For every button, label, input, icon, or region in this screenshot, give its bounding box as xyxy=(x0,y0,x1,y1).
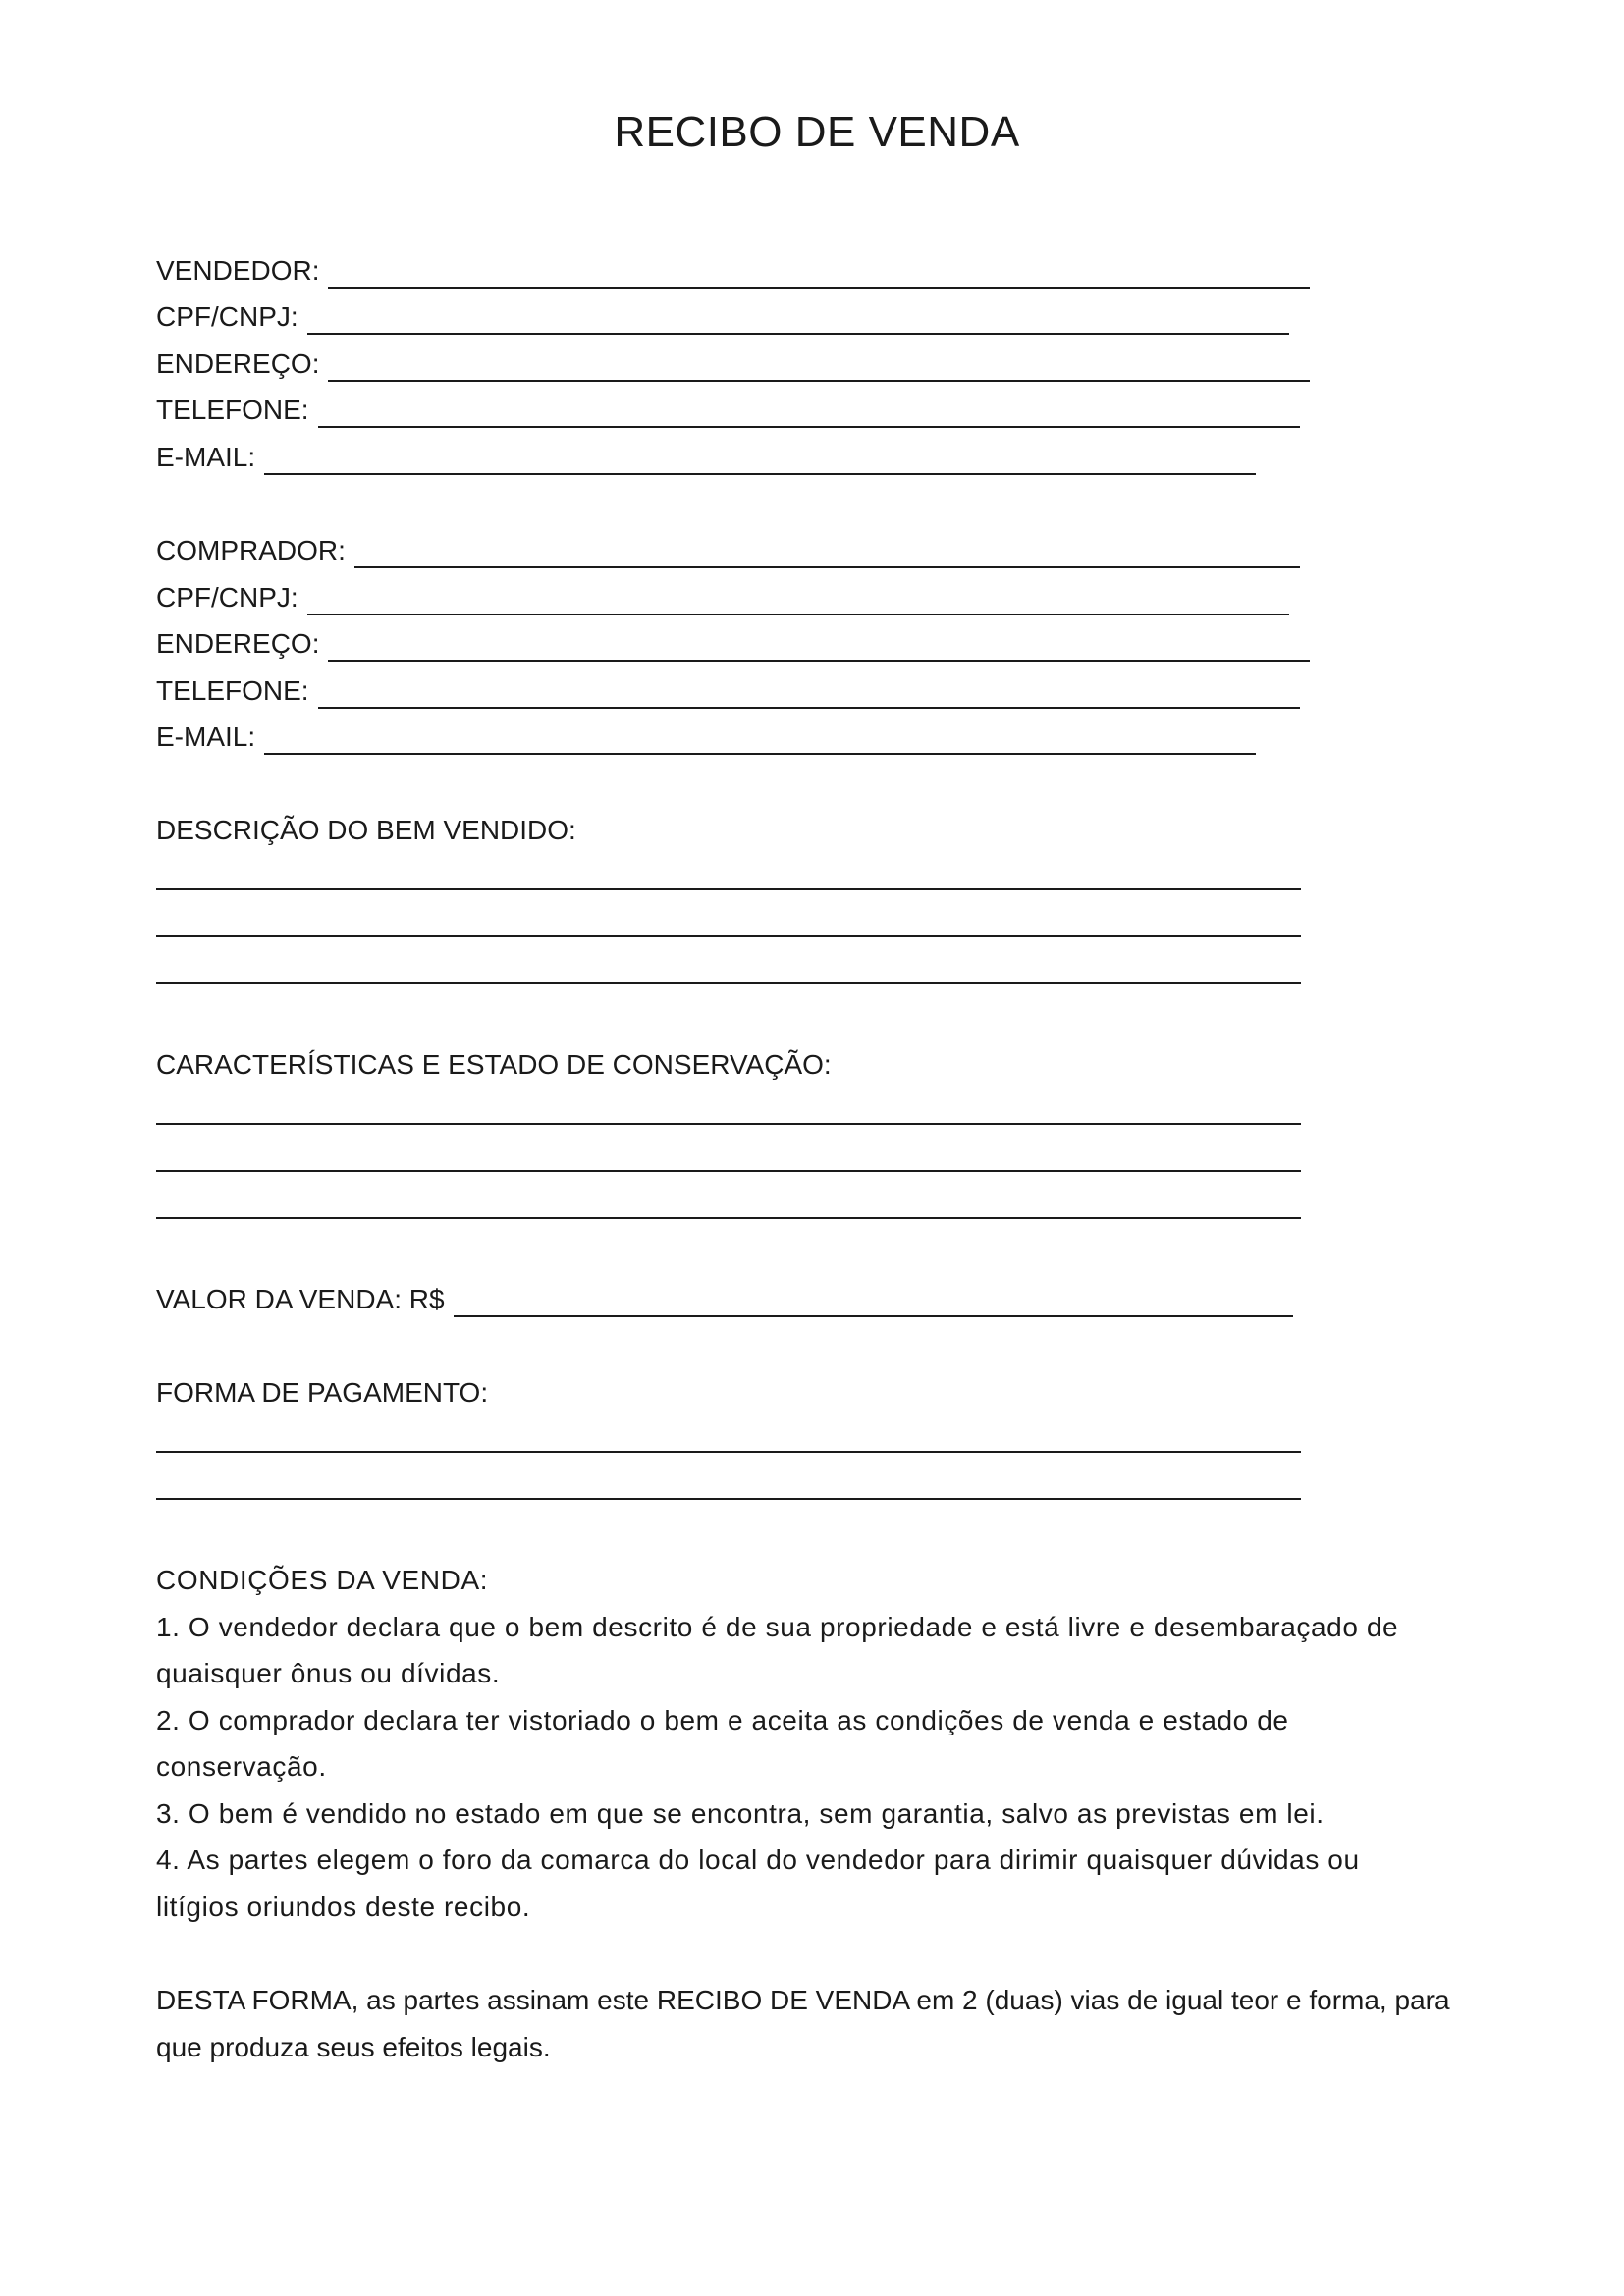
value-label: VALOR DA VENDA: R$ xyxy=(156,1284,445,1314)
buyer-doc-field[interactable] xyxy=(307,588,1289,615)
buyer-doc-row xyxy=(156,580,1289,615)
buyer-name-field[interactable] xyxy=(354,541,1300,568)
condition-item: 1. O vendedor declara que o bem descrito é de sua propriedade e está livre e desembaraçado de quaisquer ônus ou dívidas. xyxy=(156,1611,1399,1688)
buyer-doc-label: CPF/CNPJ: xyxy=(156,582,298,613)
conditions-heading: CONDIÇÕES DA VENDA: xyxy=(156,1565,489,1595)
characteristics-line-3[interactable] xyxy=(156,1217,1301,1219)
description-line-1[interactable] xyxy=(156,888,1301,890)
characteristics-line-2[interactable] xyxy=(156,1170,1301,1172)
seller-doc-label: CPF/CNPJ: xyxy=(156,301,298,332)
description-line-2[interactable] xyxy=(156,935,1301,937)
characteristics-label: CARACTERÍSTICAS E ESTADO DE CONSERVAÇÃO: xyxy=(156,1049,832,1080)
payment-line-2[interactable] xyxy=(156,1498,1301,1500)
seller-name-label: VENDEDOR: xyxy=(156,255,320,286)
seller-name-row xyxy=(156,253,1310,289)
buyer-phone-field[interactable] xyxy=(318,681,1300,709)
condition-item: 2. O comprador declara ter vistoriado o bem e aceita as condições de venda e estado de conservação. xyxy=(156,1704,1289,1782)
document-title: RECIBO DE VENDA xyxy=(614,108,1020,156)
seller-address-field[interactable] xyxy=(328,354,1310,382)
buyer-email-field[interactable] xyxy=(264,727,1256,755)
seller-doc-field[interactable] xyxy=(307,307,1289,335)
buyer-phone-label: TELEFONE: xyxy=(156,675,309,706)
payment-label: FORMA DE PAGAMENTO: xyxy=(156,1377,489,1408)
value-field[interactable] xyxy=(454,1290,1293,1317)
closing-text: DESTA FORMA, as partes assinam este RECIBO DE VENDA em 2 (duas) vias de igual teor e forma, para que produza seus efeitos legais. xyxy=(156,1985,1450,2062)
buyer-address-row xyxy=(156,626,1310,662)
buyer-address-field[interactable] xyxy=(328,634,1310,662)
seller-email-label: E-MAIL: xyxy=(156,442,256,472)
buyer-email-label: E-MAIL: xyxy=(156,721,256,752)
seller-phone-row xyxy=(156,393,1300,428)
condition-item: 3. O bem é vendido no estado em que se encontra, sem garantia, salvo as previstas em lei. xyxy=(156,1797,1325,1829)
closing-paragraph xyxy=(156,1977,1452,2071)
seller-phone-label: TELEFONE: xyxy=(156,395,309,425)
seller-email-row xyxy=(156,440,1256,475)
buyer-phone-row xyxy=(156,673,1300,709)
value-row xyxy=(156,1282,1293,1317)
buyer-address-label: ENDEREÇO: xyxy=(156,628,320,659)
buyer-email-row xyxy=(156,720,1256,755)
characteristics-line-1[interactable] xyxy=(156,1123,1301,1125)
buyer-name-row xyxy=(156,533,1300,568)
buyer-name-label: COMPRADOR: xyxy=(156,535,346,565)
condition-item: 4. As partes elegem o foro da comarca do local do vendedor para dirimir quaisquer dúvidas ou litígios oriundos deste recibo. xyxy=(156,1844,1360,1922)
seller-address-row xyxy=(156,347,1310,382)
seller-doc-row xyxy=(156,299,1289,335)
seller-email-field[interactable] xyxy=(264,448,1256,475)
description-line-3[interactable] xyxy=(156,982,1301,984)
description-label: DESCRIÇÃO DO BEM VENDIDO: xyxy=(156,815,576,845)
conditions-section xyxy=(156,1557,1433,1930)
payment-line-1[interactable] xyxy=(156,1451,1301,1453)
seller-name-field[interactable] xyxy=(328,261,1310,289)
seller-phone-field[interactable] xyxy=(318,400,1300,428)
seller-address-label: ENDEREÇO: xyxy=(156,348,320,379)
